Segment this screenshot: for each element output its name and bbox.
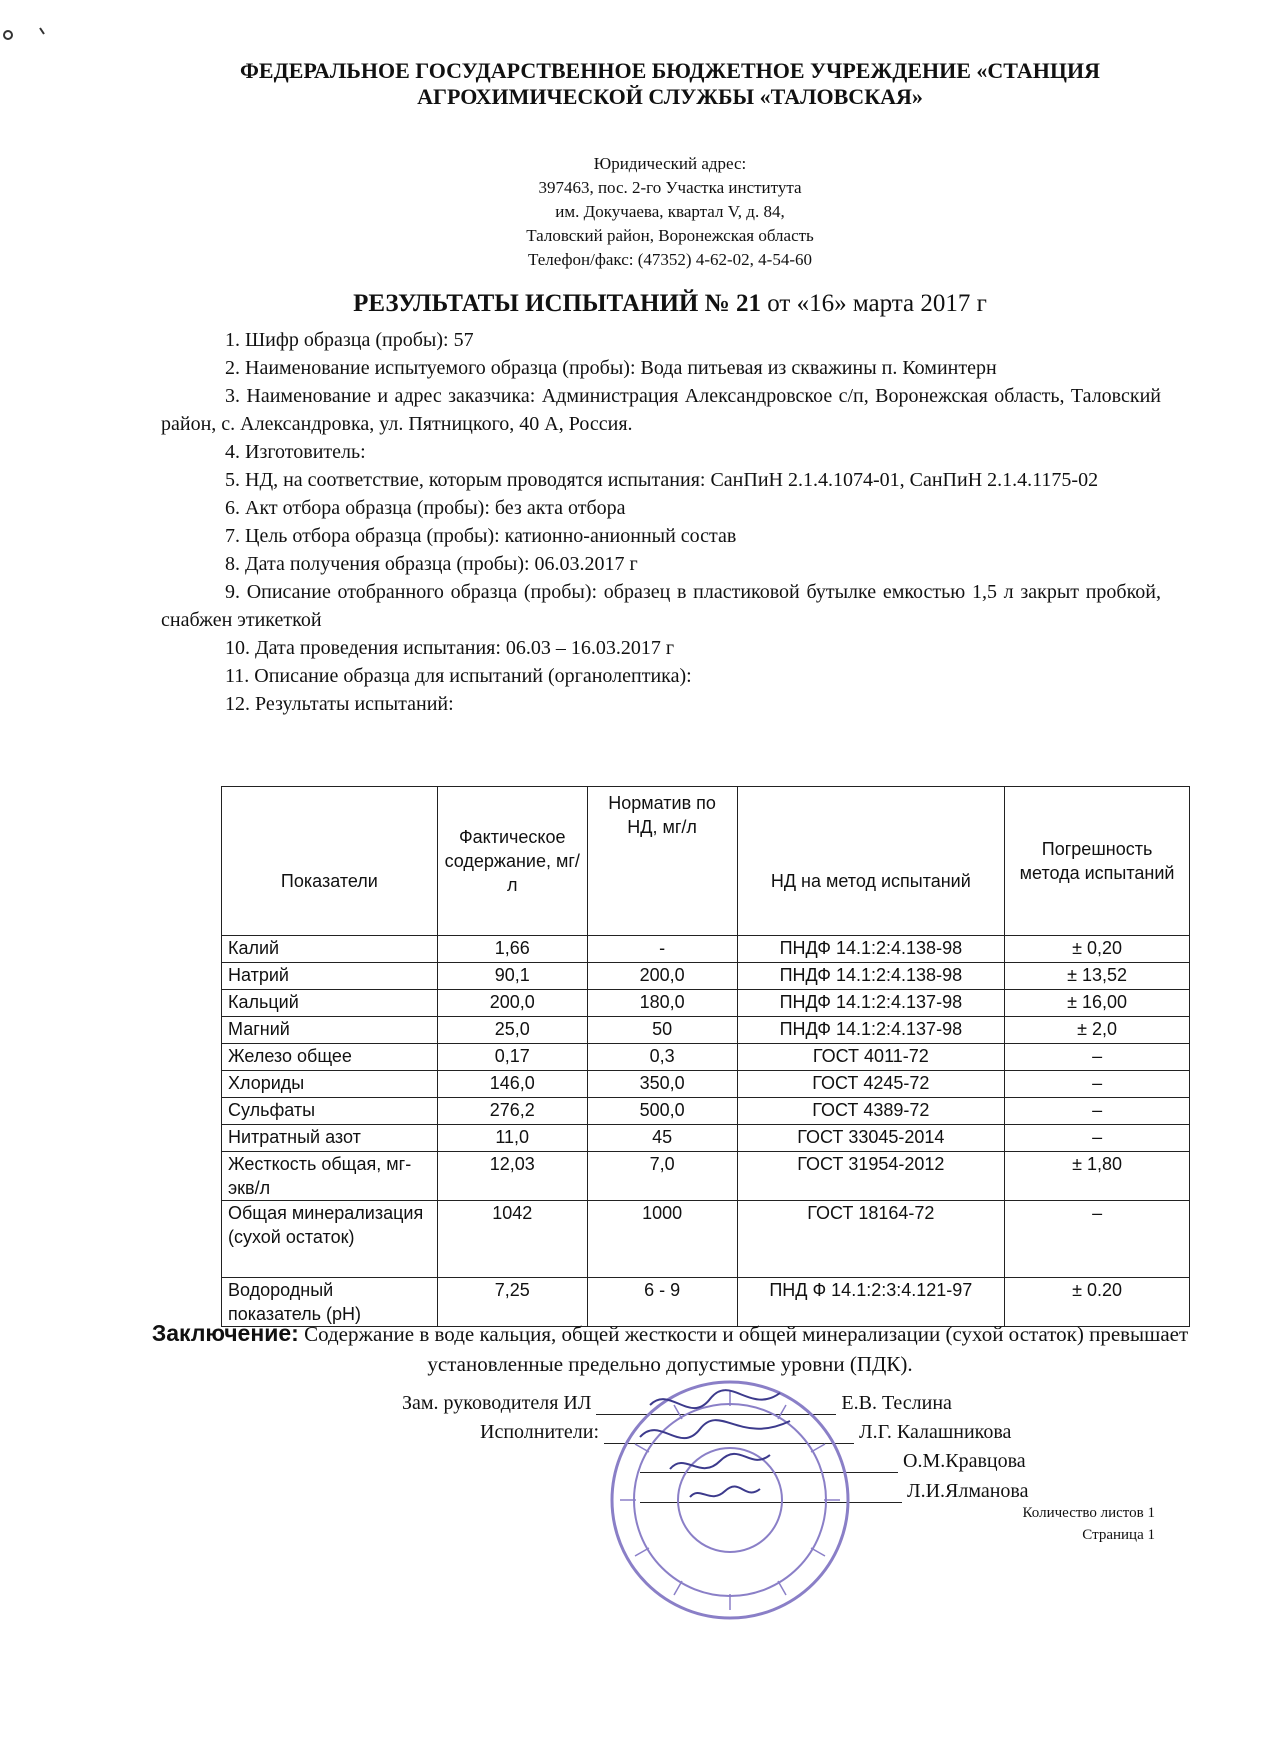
cell-norm: 0,3: [587, 1044, 737, 1071]
table-row: [222, 963, 1190, 990]
cell-error: ± 16,00: [1005, 990, 1190, 1017]
cell-actual: 0,17: [437, 1044, 587, 1071]
cell-norm: 180,0: [587, 990, 737, 1017]
header-indicator: Показатели: [222, 787, 438, 936]
cell-method: ГОСТ 4011-72: [737, 1044, 1005, 1071]
cell-error: –: [1005, 1098, 1190, 1125]
cell-norm: 50: [587, 1017, 737, 1044]
cell-actual: 200,0: [437, 990, 587, 1017]
table-row: [222, 1201, 1190, 1278]
cell-method: ГОСТ 4245-72: [737, 1071, 1005, 1098]
cell-norm: 7,0: [587, 1152, 737, 1201]
address-line: 397463, пос. 2-го Участка института: [538, 178, 802, 197]
cell-method: ГОСТ 33045-2014: [737, 1125, 1005, 1152]
cell-method: ПНДФ 14.1:2:4.137-98: [737, 1017, 1005, 1044]
results-number: РЕЗУЛЬТАТЫ ИСПЫТАНИЙ № 21: [353, 290, 761, 317]
cell-error: –: [1005, 1071, 1190, 1098]
legal-address: [300, 152, 1040, 272]
page-footer: [1023, 1502, 1155, 1546]
cell-actual: 1042: [437, 1201, 587, 1278]
sheets-count: Количество листов 1: [1022, 1505, 1155, 1521]
cell-indicator: Жесткость общая, мг-экв/л: [222, 1152, 438, 1201]
cell-actual: 1,66: [437, 936, 587, 963]
signature-performer-3: [640, 1480, 1028, 1503]
cell-norm: -: [587, 936, 737, 963]
address-line: им. Докучаева, квартал V, д. 84,: [555, 202, 785, 221]
detail-item: 2. Наименование испытуемого образца (пробы): Вода питьевая из скважины п. Коминтерн: [225, 357, 997, 379]
cell-method: ПНДФ 14.1:2:4.138-98: [737, 963, 1005, 990]
detail-item: 1. Шифр образца (пробы): 57: [225, 329, 474, 351]
cell-indicator: Водородный показатель (рН): [222, 1278, 438, 1327]
cell-method: ГОСТ 31954-2012: [737, 1152, 1005, 1201]
cell-error: –: [1005, 1044, 1190, 1071]
signature-line: [596, 1394, 836, 1415]
detail-item: 5. НД, на соответствие, которым проводятся испытания: СанПиН 2.1.4.1074-01, СанПиН 2.1.4.1175-02: [225, 469, 1099, 491]
cell-norm: 6 - 9: [587, 1278, 737, 1327]
cell-error: ± 0,20: [1005, 936, 1190, 963]
conclusion-text: Содержание в воде кальция, общей жесткости и общей минерализации (сухой остаток) превышает установленные предельно допустимые уровни (ПДК).: [304, 1322, 1189, 1376]
results-table: [221, 786, 1190, 1327]
cell-error: ± 2,0: [1005, 1017, 1190, 1044]
cell-actual: 12,03: [437, 1152, 587, 1201]
table-row: [222, 1125, 1190, 1152]
detail-item: 12. Результаты испытаний:: [225, 693, 454, 715]
cell-method: ПНДФ 14.1:2:4.137-98: [737, 990, 1005, 1017]
corner-marks: [0, 20, 60, 50]
signature-performer-2: [640, 1450, 1026, 1473]
cell-error: –: [1005, 1125, 1190, 1152]
detail-item: 7. Цель отбора образца (пробы): катионно-анионный состав: [225, 525, 737, 547]
detail-item: 9. Описание отобранного образца (пробы): образец в пластиковой бутылке емкостью 1,5 л закрыт пробкой, снабжен этикеткой: [161, 581, 1161, 631]
cell-error: ± 13,52: [1005, 963, 1190, 990]
address-line: Таловский район, Воронежская область: [526, 226, 814, 245]
signature-deputy: [402, 1392, 952, 1415]
cell-indicator: Хлориды: [222, 1071, 438, 1098]
cell-actual: 7,25: [437, 1278, 587, 1327]
cell-indicator: Общая минерализация (сухой остаток): [222, 1201, 438, 1278]
cell-actual: 146,0: [437, 1071, 587, 1098]
header-actual: Фактическое содержание, мг/л: [437, 787, 587, 936]
cell-indicator: Сульфаты: [222, 1098, 438, 1125]
cell-norm: 45: [587, 1125, 737, 1152]
cell-indicator: Нитратный азот: [222, 1125, 438, 1152]
organization-title: [150, 58, 1190, 110]
cell-indicator: Кальций: [222, 990, 438, 1017]
cell-indicator: Железо общее: [222, 1044, 438, 1071]
table-row: [222, 1017, 1190, 1044]
cell-actual: 25,0: [437, 1017, 587, 1044]
cell-actual: 11,0: [437, 1125, 587, 1152]
cell-actual: 90,1: [437, 963, 587, 990]
detail-item: 11. Описание образца для испытаний (органолептика):: [225, 665, 692, 687]
table-row: [222, 1071, 1190, 1098]
performers-label: Исполнители:: [480, 1421, 600, 1443]
performer-name: Л.Г. Калашникова: [859, 1421, 1012, 1443]
performer-name: Л.И.Ялманова: [907, 1480, 1029, 1502]
table-row: [222, 936, 1190, 963]
detail-item: 6. Акт отбора образца (пробы): без акта отбора: [225, 497, 626, 519]
signature-line: [640, 1452, 898, 1473]
conclusion: [150, 1318, 1190, 1379]
detail-item: 3. Наименование и адрес заказчика: Администрация Александровское с/п, Воронежская область, Таловский район, с. Александровка, ул. Пятницкого, 40 А, Россия.: [161, 385, 1161, 435]
cell-norm: 1000: [587, 1201, 737, 1278]
cell-indicator: Натрий: [222, 963, 438, 990]
table-body: [222, 936, 1190, 1327]
cell-indicator: Калий: [222, 936, 438, 963]
cell-method: ПНДФ 14.1:2:4.138-98: [737, 936, 1005, 963]
table-row: [222, 1098, 1190, 1125]
results-date: от «16» марта 2017 г: [767, 290, 987, 317]
cell-actual: 276,2: [437, 1098, 587, 1125]
header-method: НД на метод испытаний: [737, 787, 1005, 936]
conclusion-label: Заключение:: [151, 1320, 299, 1346]
deputy-label: Зам. руководителя ИЛ: [402, 1392, 592, 1414]
deputy-name: Е.В. Теслина: [841, 1392, 952, 1414]
org-line-1: ФЕДЕРАЛЬНОЕ ГОСУДАРСТВЕННОЕ БЮДЖЕТНОЕ УЧРЕЖДЕНИЕ «СТАНЦИЯ: [240, 58, 1100, 83]
cell-error: ± 0.20: [1005, 1278, 1190, 1327]
signature-line: [640, 1482, 902, 1503]
signature-performer-1: [480, 1421, 1011, 1444]
signature-line: [604, 1423, 854, 1444]
address-line: Телефон/факс: (47352) 4-62-02, 4-54-60: [528, 250, 812, 269]
cell-norm: 350,0: [587, 1071, 737, 1098]
table-header-row: [222, 787, 1190, 936]
cell-error: –: [1005, 1201, 1190, 1278]
cell-norm: 200,0: [587, 963, 737, 990]
address-line: Юридический адрес:: [593, 154, 747, 173]
table-row: [222, 990, 1190, 1017]
detail-item: 10. Дата проведения испытания: 06.03 – 16.03.2017 г: [225, 637, 675, 659]
sample-details: [161, 326, 1161, 718]
detail-item: 8. Дата получения образца (пробы): 06.03.2017 г: [225, 553, 638, 575]
table-row: [222, 1152, 1190, 1201]
results-title: [150, 290, 1190, 318]
cell-indicator: Магний: [222, 1017, 438, 1044]
page-number: Страница 1: [1082, 1527, 1155, 1543]
performer-name: О.М.Кравцова: [903, 1450, 1026, 1472]
detail-item: 4. Изготовитель:: [225, 441, 366, 463]
cell-norm: 500,0: [587, 1098, 737, 1125]
cell-method: ГОСТ 18164-72: [737, 1201, 1005, 1278]
table-row: [222, 1044, 1190, 1071]
header-norm: Норматив по НД, мг/л: [587, 787, 737, 936]
org-line-2: АГРОХИМИЧЕСКОЙ СЛУЖБЫ «ТАЛОВСКАЯ»: [417, 84, 923, 109]
cell-method: ПНД Ф 14.1:2:3:4.121-97: [737, 1278, 1005, 1327]
header-error: Погрешность метода испытаний: [1005, 787, 1190, 936]
cell-method: ГОСТ 4389-72: [737, 1098, 1005, 1125]
cell-error: ± 1,80: [1005, 1152, 1190, 1201]
